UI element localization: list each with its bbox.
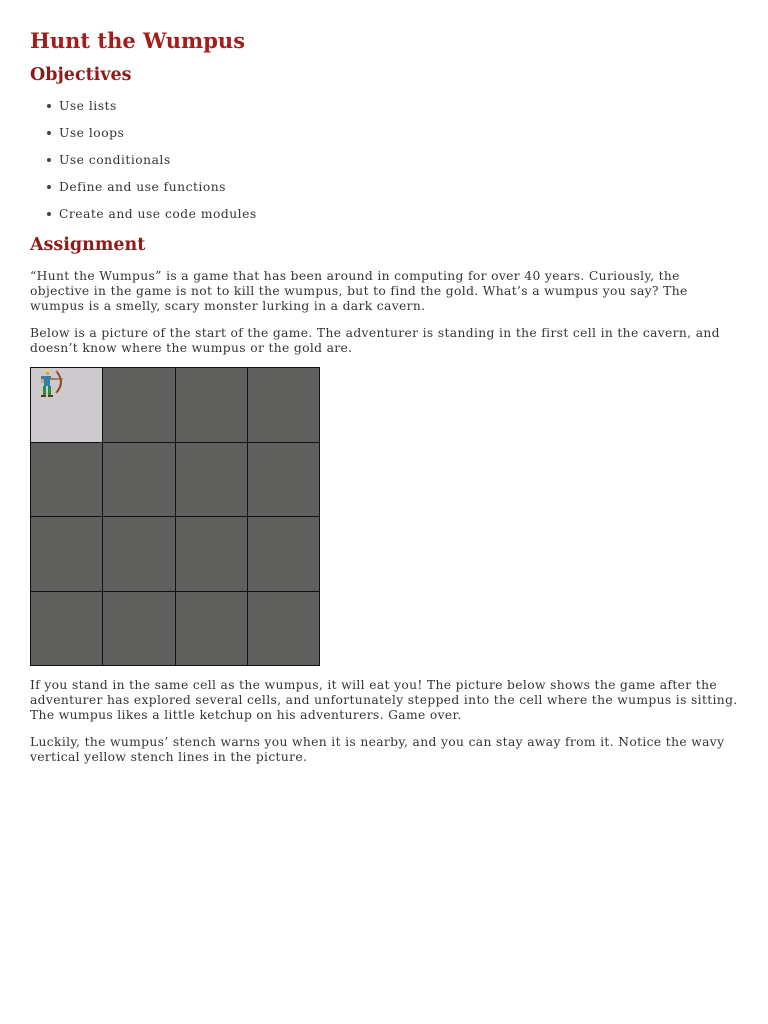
assignment-paragraph-start: Below is a picture of the start of the game. The adventurer is standing in the first cell in the cavern, and doesn’t know where the wumpus or the gold are.: [30, 326, 720, 355]
board-cell: [103, 443, 174, 517]
bullet-icon: [47, 131, 51, 135]
board-cell: [31, 592, 102, 666]
objectives-heading: Objectives: [30, 65, 132, 85]
bullet-icon: [47, 212, 51, 216]
board-cell: [248, 443, 319, 517]
assignment-paragraph-stench: Luckily, the wumpus’ stench warns you when it is nearby, and you can stay away from it. Notice the wavy vertical yellow stench lines in the picture.: [30, 735, 725, 764]
board-cell: [31, 443, 102, 517]
assignment-paragraph-eaten: If you stand in the same cell as the wumpus, it will eat you! The picture below shows the game after the adventurer has explored several cells, and unfortunately stepped into the cell where the wumpus is sitting. The wumpus likes a little ketchup on his adventurers. Game over.: [30, 678, 738, 722]
board-cell: [248, 592, 319, 666]
board-cell: [176, 443, 247, 517]
page-title: Hunt the Wumpus: [30, 28, 246, 53]
bullet-icon: [47, 158, 51, 162]
list-item: [30, 205, 257, 232]
board-cell: [103, 517, 174, 591]
list-item: [30, 124, 257, 151]
bullet-icon: [47, 104, 51, 108]
list-item-label: Create and use code modules: [59, 207, 257, 221]
board-cell: [176, 368, 247, 442]
board-cell: [103, 368, 174, 442]
board-cell: [248, 517, 319, 591]
game-board: [30, 367, 320, 666]
assignment-heading: Assignment: [30, 235, 146, 255]
list-item-label: Use conditionals: [59, 153, 171, 167]
board-cell: [176, 592, 247, 666]
list-item-label: Use loops: [59, 126, 125, 140]
board-cell: [176, 517, 247, 591]
assignment-paragraph-intro: “Hunt the Wumpus” is a game that has been around in computing for over 40 years. Curiously, the objective in the game is not to kill the wumpus, but to find the gold. What’s a wumpus you say? The wumpus is a smelly, scary monster lurking in a dark cavern.: [30, 269, 688, 313]
list-item: [30, 97, 257, 124]
bullet-icon: [47, 185, 51, 189]
board-cell: [103, 592, 174, 666]
list-item: [30, 178, 257, 205]
board-cell: [31, 517, 102, 591]
objectives-list: [30, 97, 257, 232]
board-cell: [248, 368, 319, 442]
board-cell: [31, 368, 102, 442]
list-item-label: Use lists: [59, 99, 117, 113]
list-item: [30, 151, 257, 178]
archer-icon: [35, 368, 67, 404]
list-item-label: Define and use functions: [59, 180, 226, 194]
